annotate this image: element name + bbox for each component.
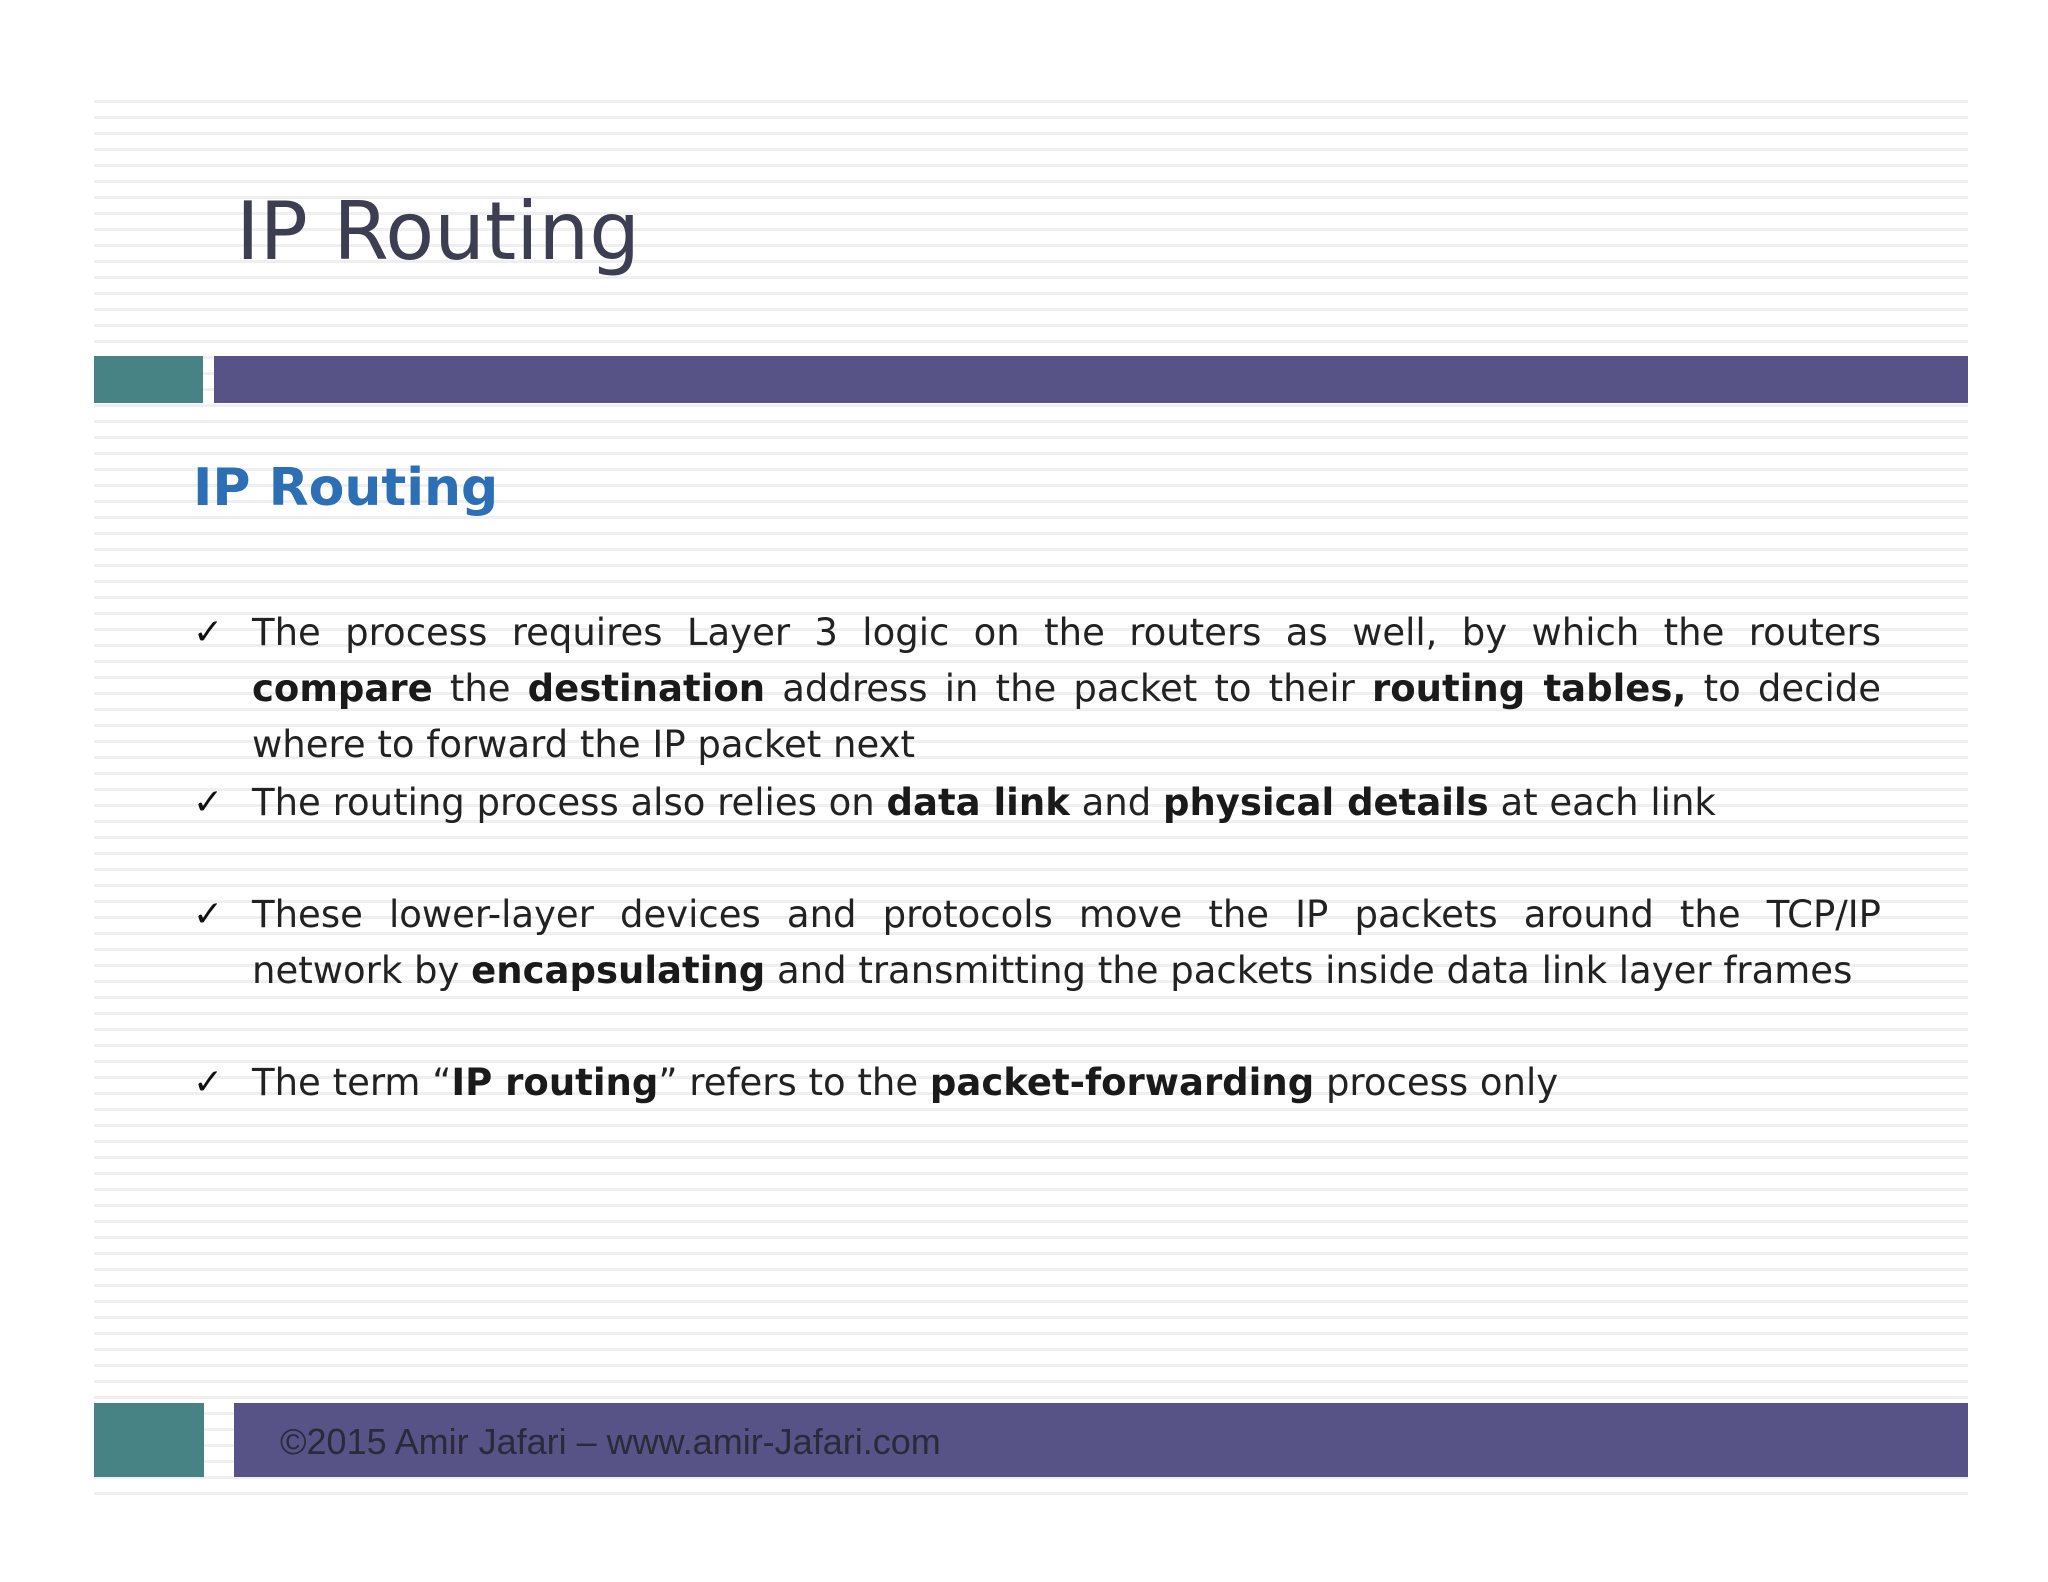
- bullet-text: the: [432, 667, 528, 710]
- bullet-emphasis: packet-forwarding: [929, 1061, 1315, 1104]
- bullet-item: [193, 1055, 1881, 1111]
- bullet-text: at each link: [1488, 781, 1716, 824]
- bullet-text: to decide where to forward the IP packet next: [252, 667, 1881, 766]
- bullet-text: address in the packet to their: [765, 667, 1373, 710]
- bullet-text: These lower-layer devices and protocols move the IP packets around the TCP/IP network by: [252, 893, 1881, 992]
- bullet-item: [193, 887, 1881, 1055]
- bullet-emphasis: IP routing: [451, 1061, 659, 1104]
- bullet-text: The term “: [252, 1061, 452, 1104]
- bullet-text: The routing process also relies on: [252, 781, 887, 824]
- bullet-emphasis: compare: [252, 667, 433, 710]
- bullet-list: [193, 605, 1881, 1111]
- checkmark-icon: ✓: [193, 1062, 224, 1103]
- bullet-emphasis: data link: [886, 781, 1070, 824]
- bullet-emphasis: encapsulating: [471, 949, 766, 992]
- bullet-text: ” refers to the: [658, 1061, 930, 1104]
- bullet-item: [193, 775, 1881, 887]
- bullet-text: and: [1069, 781, 1163, 824]
- bullet-item: [193, 605, 1881, 775]
- bullet-emphasis: routing tables,: [1372, 667, 1687, 710]
- footer-accent-block: [94, 1403, 204, 1477]
- bullet-text: process only: [1314, 1061, 1559, 1104]
- title-accent-block: [94, 356, 203, 403]
- section-heading: IP Routing: [193, 458, 499, 518]
- bullet-text: The process requires Layer 3 logic on the routers as well, by which the routers: [252, 611, 1881, 654]
- checkmark-icon: ✓: [193, 894, 224, 935]
- page-title: IP Routing: [236, 185, 640, 278]
- footer-copyright: ©2015 Amir Jafari – www.amir-Jafari.com: [280, 1421, 941, 1462]
- bullet-emphasis: destination: [527, 667, 766, 710]
- checkmark-icon: ✓: [193, 782, 224, 823]
- bullet-text: and transmitting the packets inside data link layer frames: [765, 949, 1853, 992]
- title-divider-bar: [214, 356, 1968, 403]
- bullet-emphasis: physical details: [1162, 781, 1489, 824]
- checkmark-icon: ✓: [193, 612, 224, 653]
